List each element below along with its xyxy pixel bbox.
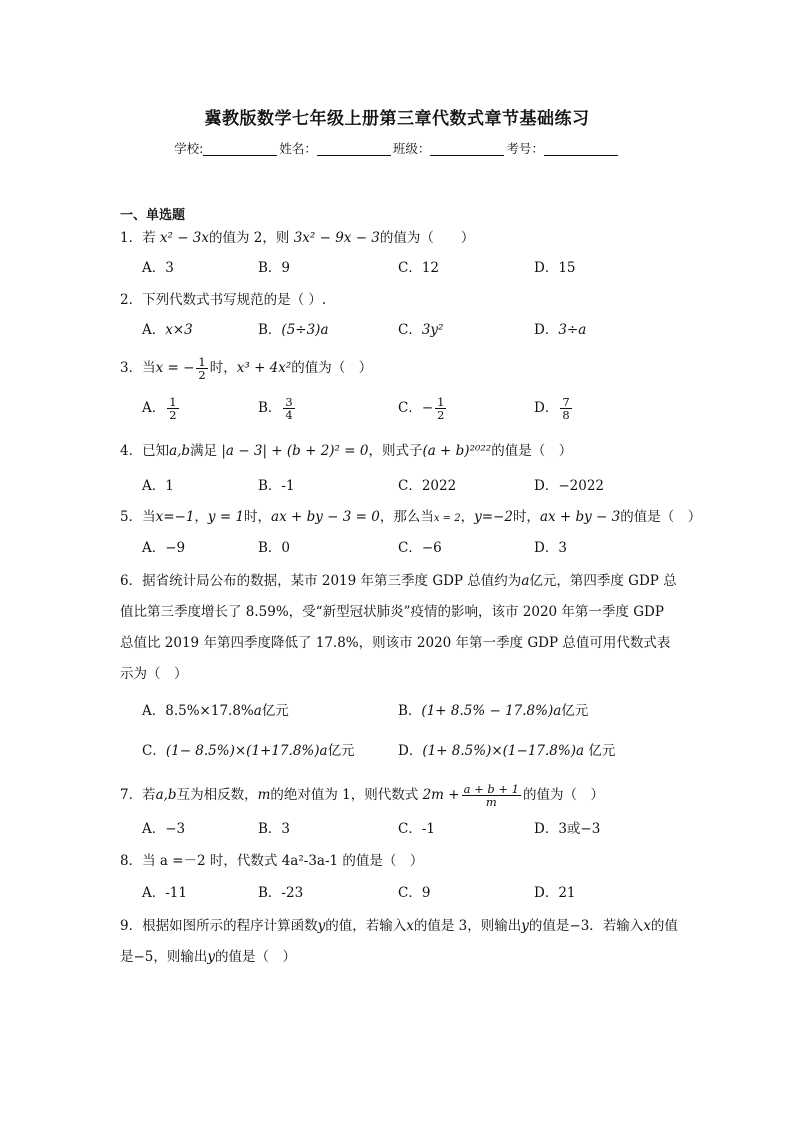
question-6	[120, 566, 680, 690]
question-9	[120, 911, 680, 973]
question-3	[120, 356, 372, 381]
fraction	[462, 783, 521, 808]
option-letter: A．	[142, 400, 166, 416]
question-text: 的值为（ ）	[291, 360, 373, 376]
exam-no-blank[interactable]	[544, 141, 618, 156]
math-expr: a	[253, 703, 262, 719]
math-expr: (1+ 8.5% − 17.8%)	[421, 703, 554, 719]
denominator: m	[485, 795, 497, 809]
name-blank[interactable]	[317, 141, 391, 156]
question-text: 3．当	[120, 360, 156, 376]
exam-no-label: 考号：	[506, 141, 544, 156]
question-text: 的值为 2，则	[209, 230, 294, 246]
denominator: 8	[562, 408, 570, 422]
math-expr: y	[521, 918, 529, 934]
question-text: 的值是（ ）	[620, 509, 702, 525]
question-8: 8．当 a =－2 时，代数式 4a²-3a-1 的值是（ ）	[120, 853, 424, 869]
option-a[interactable]: A．−3	[142, 821, 186, 837]
question-7	[120, 783, 604, 808]
option-d[interactable]	[534, 320, 586, 340]
question-text: 互为相反数，	[176, 787, 258, 803]
math-expr: x² − 3x	[159, 230, 210, 246]
section-title: 一、单选题	[120, 208, 186, 223]
math-expr: 2m +	[422, 787, 460, 803]
math-expr: y	[317, 918, 326, 934]
question-text: 的值为（ ）	[379, 230, 475, 246]
option-d[interactable]: D．−2022	[534, 478, 604, 494]
question-text: 时，	[244, 509, 272, 525]
option-b[interactable]: B．9	[258, 260, 291, 276]
question-text: 的值是（ ）	[491, 443, 573, 459]
math-expr: x = −	[155, 360, 195, 376]
option-d[interactable]	[398, 741, 615, 761]
option-b[interactable]: B．3	[258, 821, 291, 837]
math-expr: x×3	[165, 322, 193, 338]
option-letter: B．	[258, 322, 282, 338]
option-letter: B．	[398, 703, 422, 719]
fraction	[560, 396, 571, 421]
option-b[interactable]: B．-1	[258, 478, 295, 494]
question-text: ，	[460, 509, 475, 525]
math-expr: a,b	[155, 787, 177, 803]
question-text: 时，	[512, 509, 540, 525]
math-expr: x	[643, 918, 651, 934]
question-text: ，	[194, 509, 208, 525]
math-expr: a	[575, 743, 585, 759]
option-a[interactable]: A．1	[142, 478, 174, 494]
question-text: 1．若	[120, 230, 160, 246]
question-4	[120, 441, 572, 461]
fraction	[196, 356, 207, 381]
numerator: 1	[169, 395, 177, 409]
question-text: 5．当	[120, 509, 156, 525]
math-expr: (a + b)²⁰²²	[422, 443, 492, 459]
option-c[interactable]: C．-1	[398, 821, 435, 837]
question-text: 时，	[209, 360, 237, 376]
math-expr: y = 1	[207, 509, 245, 525]
math-expr: (1+ 8.5%)×(1−17.8%)	[422, 743, 576, 759]
name-label: 姓名：	[279, 141, 317, 156]
math-expr: ax + by − 3	[539, 509, 621, 525]
question-text: 的值是−5，则输出	[120, 918, 678, 965]
option-letter: A．	[142, 322, 166, 338]
denominator: 4	[285, 408, 293, 422]
question-1	[120, 228, 474, 248]
question-text: 的值，若输入	[325, 918, 407, 934]
math-expr: 3y²	[421, 322, 444, 338]
math-expr: x=−1	[155, 509, 195, 525]
option-b[interactable]: B．0	[258, 540, 291, 556]
math-expr: |a − 3| + (b + 2)² = 0	[221, 443, 369, 459]
option-b[interactable]	[398, 701, 588, 721]
option-d[interactable]	[534, 396, 574, 421]
math-expr: y	[207, 949, 216, 965]
math-expr: (1− 8.5%)×(1+17.8%)	[165, 743, 320, 759]
question-text: 的值为（ ）	[523, 787, 604, 803]
math-expr: a,b	[169, 443, 191, 459]
math-expr: 3÷a	[558, 322, 587, 338]
fraction	[167, 396, 178, 421]
math-expr: a	[521, 573, 530, 589]
option-c[interactable]: C．2022	[398, 478, 457, 494]
option-text: A．8.5%×17.8%	[142, 703, 254, 719]
option-letter: D．	[398, 743, 423, 759]
option-a[interactable]	[142, 396, 181, 421]
minus-sign: −	[421, 400, 434, 416]
option-c[interactable]: C．−6	[398, 540, 442, 556]
option-letter: C．	[398, 322, 422, 338]
question-text: 的绝对值为 1，则代数式	[270, 787, 423, 803]
math-expr: (5÷3)a	[281, 322, 329, 338]
option-letter: D．	[534, 322, 559, 338]
option-c[interactable]: C．12	[398, 260, 440, 276]
page-title: 冀教版数学七年级上册第三章代数式章节基础练习	[204, 109, 590, 129]
school-label: 学校:	[174, 141, 204, 156]
denominator: 2	[198, 368, 206, 382]
option-c[interactable]	[398, 396, 448, 421]
math-expr: x = 2	[433, 513, 461, 524]
question-text: 的值是−3．若输入	[528, 918, 644, 934]
question-text: 7．若	[120, 787, 156, 803]
question-text: ，那么当	[379, 509, 434, 525]
math-expr: y=−2	[474, 509, 513, 525]
option-d[interactable]: D．3或−3	[534, 821, 601, 837]
question-text: 满足	[190, 443, 222, 459]
question-text: 6．据省统计局公布的数据，某市 2019 年第三季度 GDP 总值约为	[120, 573, 522, 589]
math-expr: x	[406, 918, 414, 934]
question-text: 亿元，第四季度 GDP 总值比第三季度增长了 8.59%，受“新型冠状肺炎”疫情的影响，该市 2020 年第一季度 GDP 总值比 2019 年第四季度降低了 17.8%，则该市 2020 年第一季度 GDP 总值可用代数式表示为（ ）	[120, 573, 677, 682]
option-letter: D．	[534, 400, 559, 416]
question-text: 4．已知	[120, 443, 170, 459]
math-expr: ax + by − 3 = 0	[271, 509, 380, 525]
option-b[interactable]	[258, 396, 297, 421]
option-a[interactable]: A．−9	[142, 540, 186, 556]
denominator: 2	[437, 408, 445, 422]
option-a[interactable]: A．-11	[142, 885, 187, 901]
question-text: 9．根据如图所示的程序计算函数	[120, 918, 318, 934]
option-letter: C．	[398, 400, 422, 416]
numerator: 3	[285, 395, 293, 409]
option-d[interactable]: D．3	[534, 540, 567, 556]
option-text: 亿元	[327, 743, 355, 759]
question-text: 的值是 3，则输出	[413, 918, 522, 934]
student-info-line	[0, 139, 794, 157]
option-c[interactable]: C．9	[398, 885, 431, 901]
numerator: 7	[562, 395, 570, 409]
fraction	[435, 396, 446, 421]
math-expr: a	[319, 743, 328, 759]
numerator: 1	[437, 395, 445, 409]
option-c[interactable]	[398, 320, 443, 340]
question-2: 2．下列代数式书写规范的是（ ）.	[120, 292, 327, 308]
option-text: 亿元	[584, 743, 616, 759]
class-label: 班级：	[392, 141, 431, 156]
option-b[interactable]	[258, 320, 329, 340]
math-expr: m	[257, 787, 271, 803]
math-expr: x³ + 4x²	[236, 360, 292, 376]
option-c[interactable]	[142, 741, 355, 761]
question-text: 的值是（ ）	[215, 949, 297, 965]
option-b[interactable]: B．-23	[258, 885, 304, 901]
option-a[interactable]	[142, 701, 289, 721]
fraction	[283, 396, 294, 421]
question-text: ，则式子	[368, 443, 423, 459]
option-text: 亿元	[261, 703, 289, 719]
question-5	[120, 507, 701, 529]
math-expr: 3x² − 9x − 3	[293, 230, 380, 246]
option-a[interactable]	[142, 320, 193, 340]
option-a[interactable]: A．3	[142, 260, 174, 276]
school-blank[interactable]	[203, 141, 277, 156]
option-letter: C．	[142, 743, 166, 759]
option-text: 亿元	[561, 703, 589, 719]
math-expr: a	[553, 703, 562, 719]
option-letter: B．	[258, 400, 282, 416]
option-d[interactable]: D．15	[534, 260, 576, 276]
denominator: 2	[169, 408, 177, 422]
option-d[interactable]: D．21	[534, 885, 576, 901]
numerator: a + b + 1	[463, 782, 519, 796]
class-blank[interactable]	[430, 141, 504, 156]
numerator: 1	[198, 355, 206, 369]
